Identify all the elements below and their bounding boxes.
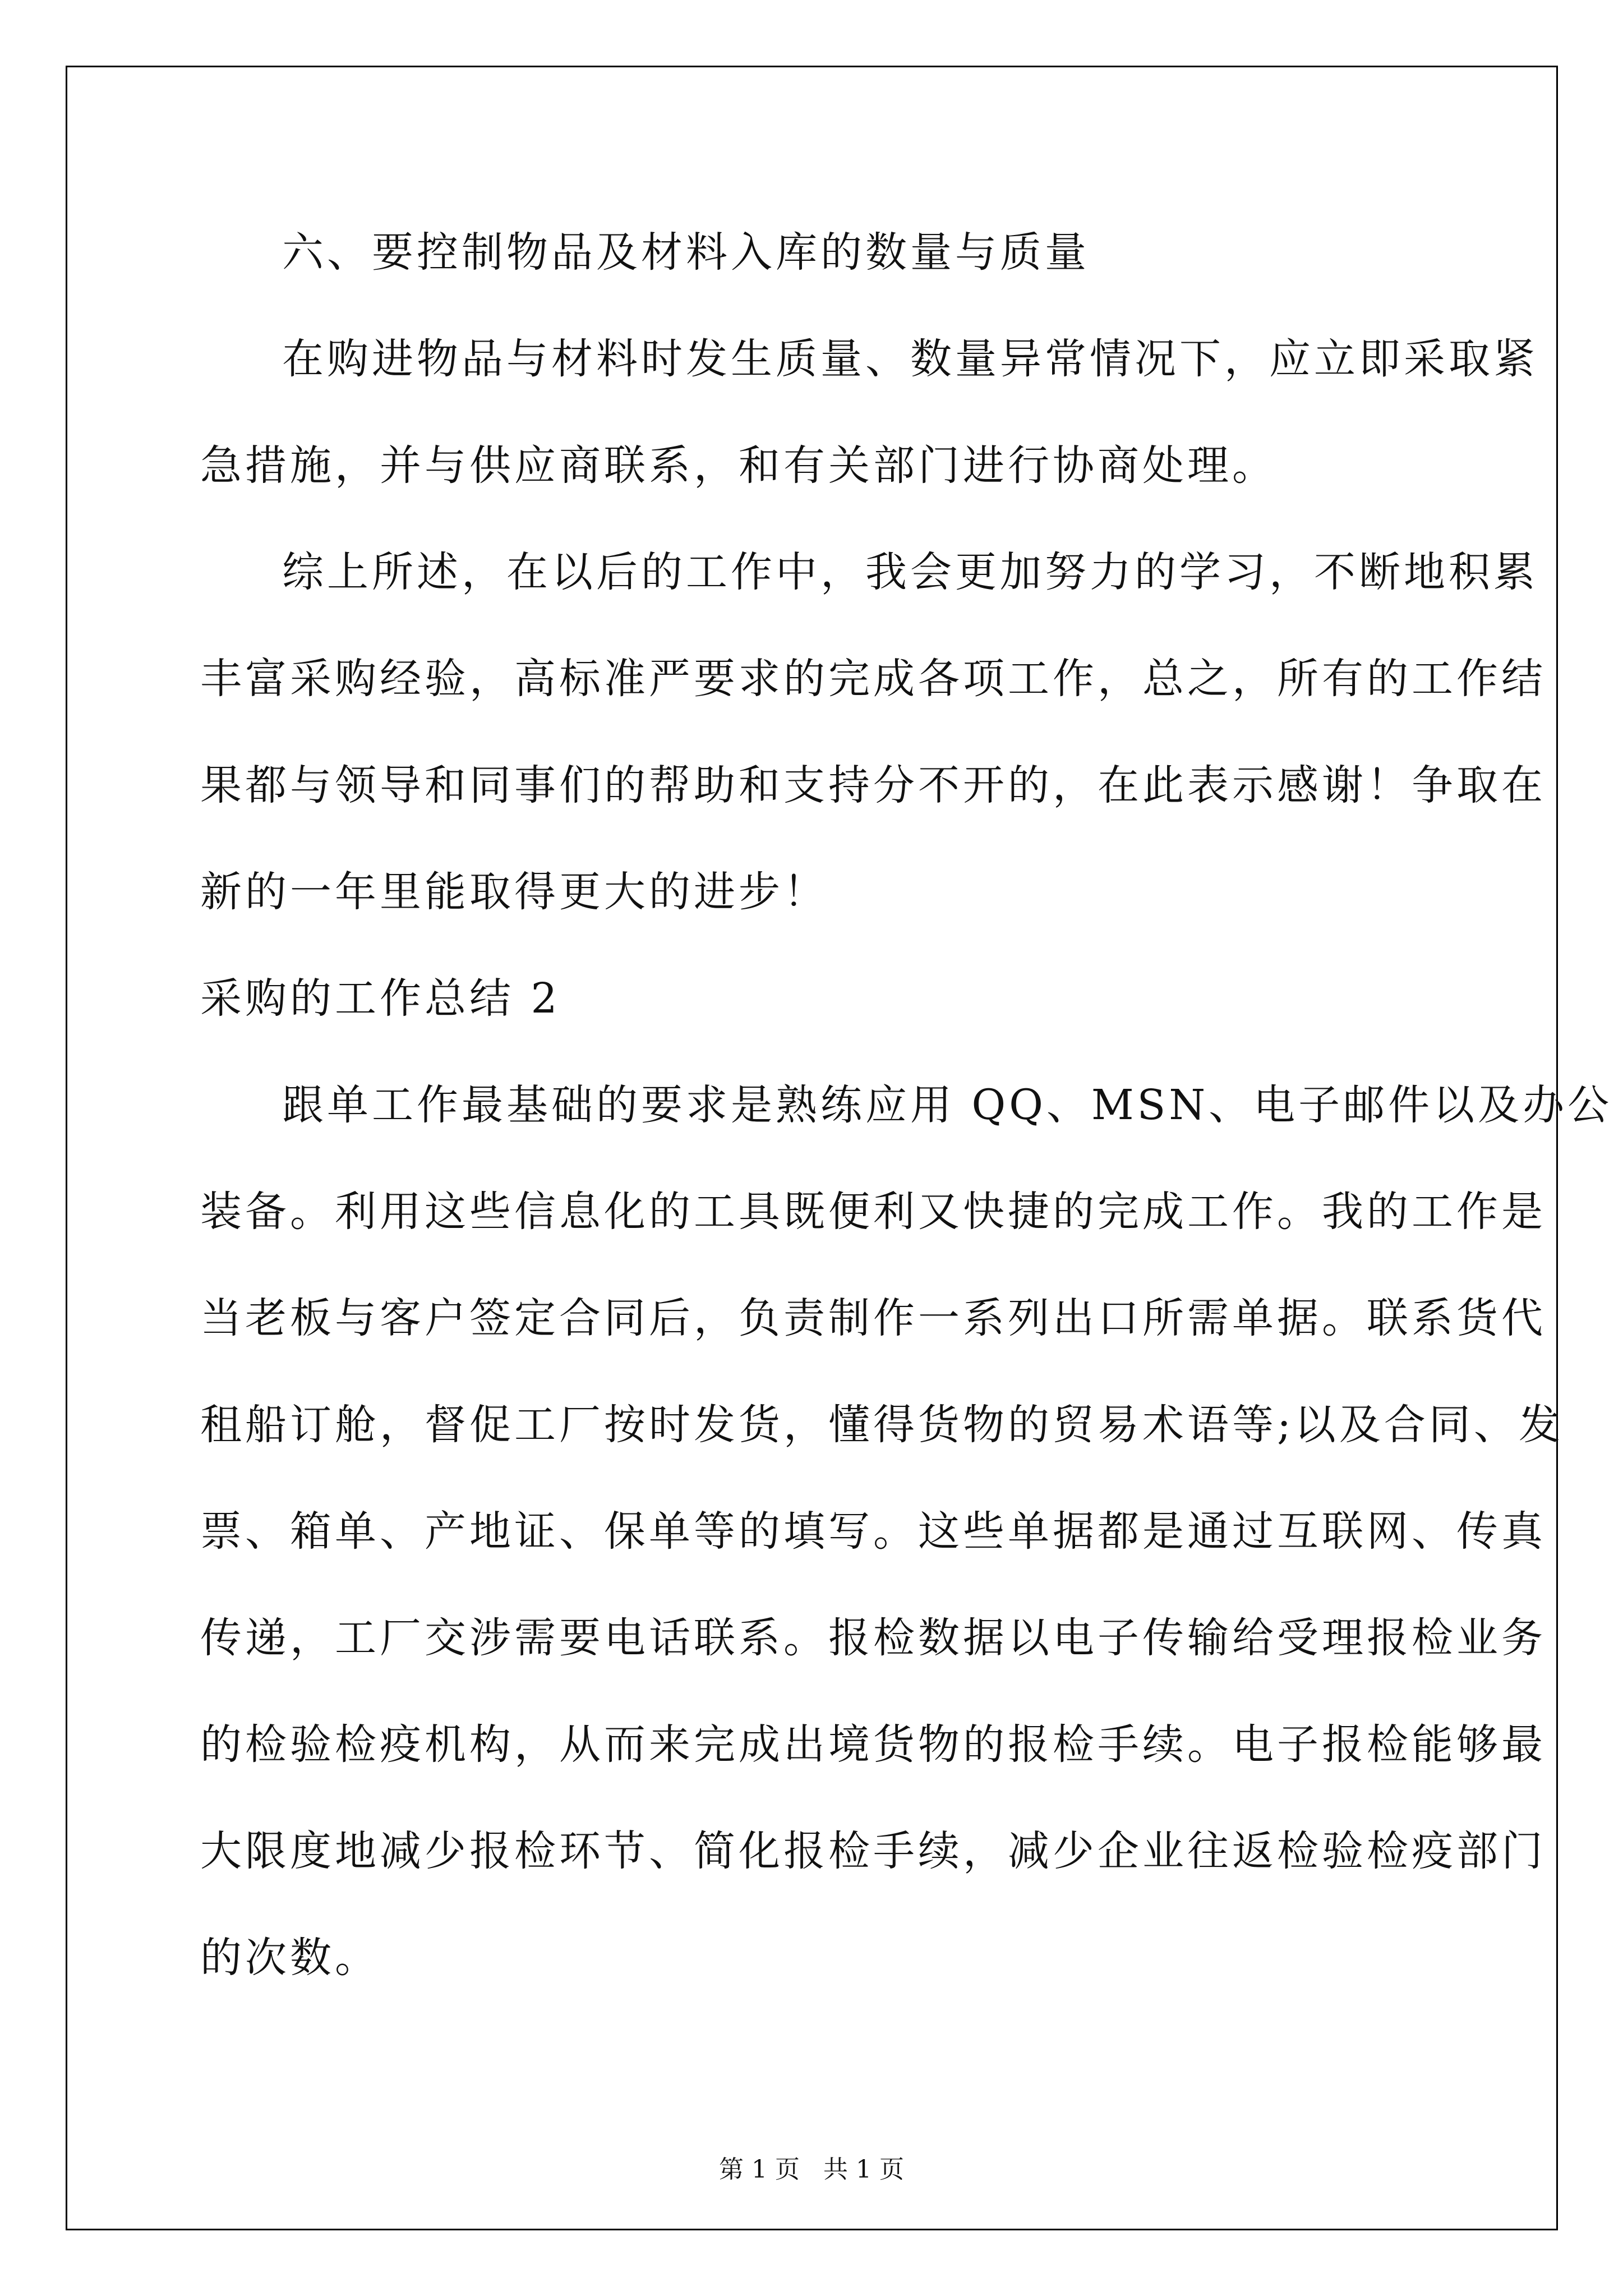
paragraph-line: 丰富采购经验，高标准严要求的完成各项工作，总之，所有的工作结 xyxy=(200,655,1546,703)
paragraph-line: 大限度地减少报检环节、简化报检手续，减少企业往返检验检疫部门 xyxy=(200,1827,1546,1875)
paragraph-line: 当老板与客户签定合同后，负责制作一系列出口所需单据。联系货代 xyxy=(200,1294,1546,1342)
paragraph-line: 传递，工厂交涉需要电话联系。报检数据以电子传输给受理报检业务 xyxy=(200,1614,1546,1662)
paragraph-line: 租船订舱，督促工厂按时发货，懂得货物的贸易术语等;以及合同、发 xyxy=(200,1401,1564,1449)
paragraph-line: 装备。利用这些信息化的工具既便利又快捷的完成工作。我的工作是 xyxy=(200,1188,1546,1236)
paragraph-line: 在购进物品与材料时发生质量、数量异常情况下，应立即采取紧 xyxy=(282,335,1538,383)
paragraph-line: 急措施，并与供应商联系，和有关部门进行协商处理。 xyxy=(200,441,1277,490)
page-number: 第 1 页 xyxy=(719,2155,800,2184)
paragraph-line: 新的一年里能取得更大的进步！ xyxy=(200,868,828,916)
page-total: 共 1 页 xyxy=(823,2155,904,2184)
paragraph-line: 跟单工作最基础的要求是熟练应用 QQ、MSN、电子邮件以及办公 xyxy=(282,1081,1613,1129)
paragraph-line: 票、箱单、产地证、保单等的填写。这些单据都是通过互联网、传真 xyxy=(200,1507,1546,1556)
paragraph-line: 综上所述，在以后的工作中，我会更加努力的学习，不断地积累 xyxy=(282,548,1538,596)
paragraph-line: 的检验检疫机构，从而来完成出境货物的报检手续。电子报检能够最 xyxy=(200,1720,1546,1769)
page-footer xyxy=(0,2154,1623,2185)
section-title: 采购的工作总结 2 xyxy=(200,974,561,1023)
paragraph-line: 果都与领导和同事们的帮助和支持分不开的，在此表示感谢！争取在 xyxy=(200,761,1546,809)
paragraph-line: 的次数。 xyxy=(200,1934,380,1982)
page-border xyxy=(66,66,1613,2230)
section-heading-6: 六、要控制物品及材料入库的数量与质量 xyxy=(282,228,1090,277)
